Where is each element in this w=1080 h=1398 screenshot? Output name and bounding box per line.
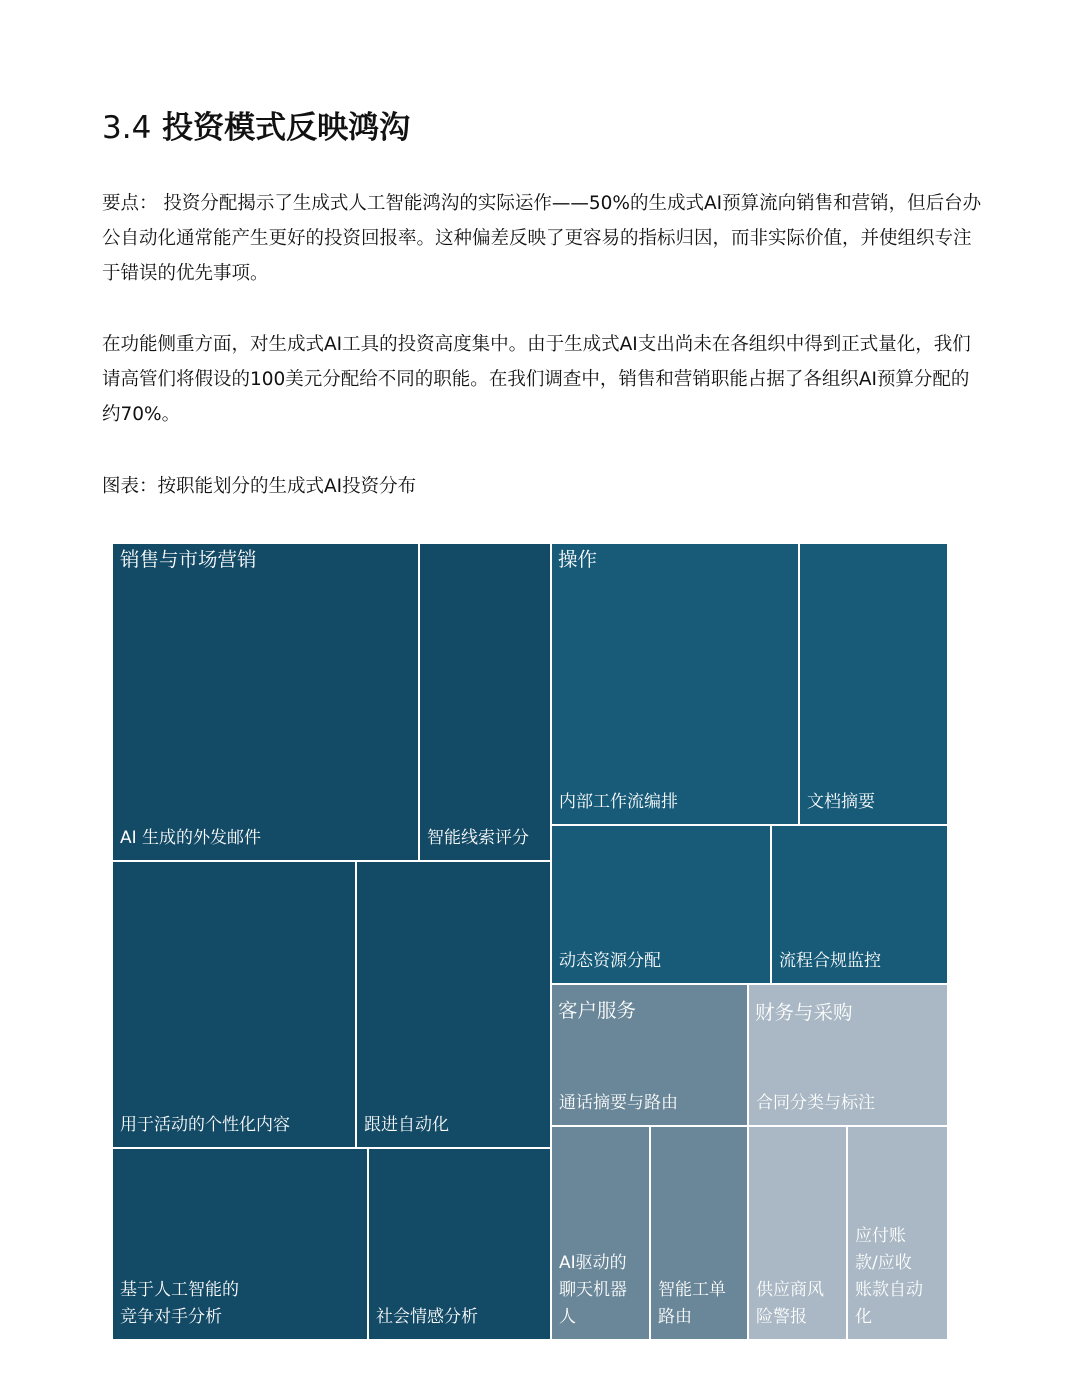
tile-label: 基于人工智能的 竞争对手分析 bbox=[120, 1280, 239, 1327]
tile-label: 智能工单 路由 bbox=[658, 1280, 726, 1327]
tile-label: 合同分类与标注 bbox=[756, 1093, 875, 1113]
group-label: 操作 bbox=[558, 548, 598, 571]
group-label: 财务与采购 bbox=[755, 1001, 853, 1024]
treemap-tile bbox=[551, 1126, 650, 1340]
section-number: 3.4 bbox=[102, 110, 152, 146]
section-heading bbox=[102, 106, 410, 150]
tile-label: 流程合规监控 bbox=[779, 951, 881, 971]
tile-label: 动态资源分配 bbox=[559, 951, 661, 971]
tile-label: 内部工作流编排 bbox=[559, 792, 678, 812]
treemap-tile bbox=[748, 1126, 847, 1340]
treemap-tile bbox=[419, 543, 551, 861]
investment-treemap bbox=[112, 543, 948, 1340]
treemap-tile bbox=[112, 543, 419, 861]
tile-label: 文档摘要 bbox=[807, 792, 875, 812]
treemap-tile bbox=[551, 543, 799, 825]
section-title: 投资模式反映鸿沟 bbox=[162, 110, 411, 146]
treemap-tile bbox=[771, 825, 948, 984]
treemap-tile bbox=[368, 1148, 551, 1340]
tile-label: 智能线索评分 bbox=[427, 828, 529, 848]
tile-label: AI 生成的外发邮件 bbox=[120, 828, 262, 848]
chart-caption: 图表：按职能划分的生成式AI投资分布 bbox=[102, 476, 417, 497]
treemap-tile bbox=[551, 825, 771, 984]
tile-label: 供应商风 险警报 bbox=[756, 1280, 824, 1327]
treemap-tile bbox=[551, 984, 748, 1126]
treemap-tile bbox=[356, 861, 551, 1148]
tile-label: AI驱动的 聊天机器 人 bbox=[559, 1253, 627, 1327]
tile-label: 通话摘要与路由 bbox=[559, 1093, 678, 1113]
treemap-tile bbox=[748, 984, 948, 1126]
tile-label: 应付账 款/应收 账款自动 化 bbox=[855, 1226, 923, 1327]
tile-label: 社会情感分析 bbox=[376, 1307, 478, 1327]
treemap-tile bbox=[650, 1126, 748, 1340]
treemap-tile bbox=[799, 543, 948, 825]
treemap-tile bbox=[112, 861, 356, 1148]
tile-label: 用于活动的个性化内容 bbox=[120, 1115, 290, 1135]
treemap-tile bbox=[847, 1126, 948, 1340]
group-label: 销售与市场营销 bbox=[120, 548, 257, 571]
tile-label: 跟进自动化 bbox=[364, 1115, 449, 1135]
group-label: 客户服务 bbox=[558, 999, 637, 1022]
treemap-tile bbox=[112, 1148, 368, 1340]
function-focus-paragraph: 在功能侧重方面，对生成式AI工具的投资高度集中。由于生成式AI支出尚未在各组织中得到正式量化，我们请高管们将假设的100美元分配给不同的职能。在我们调查中，销售和营销职能占据了各组织AI预算分配的约70%。 bbox=[102, 334, 971, 425]
key-points-paragraph: 要点： 投资分配揭示了生成式人工智能鸿沟的实际运作——50%的生成式AI预算流向销售和营销，但后台办公自动化通常能产生更好的投资回报率。这种偏差反映了更容易的指标归因，而非实际价值，并使组织专注于错误的优先事项。 bbox=[102, 193, 982, 284]
